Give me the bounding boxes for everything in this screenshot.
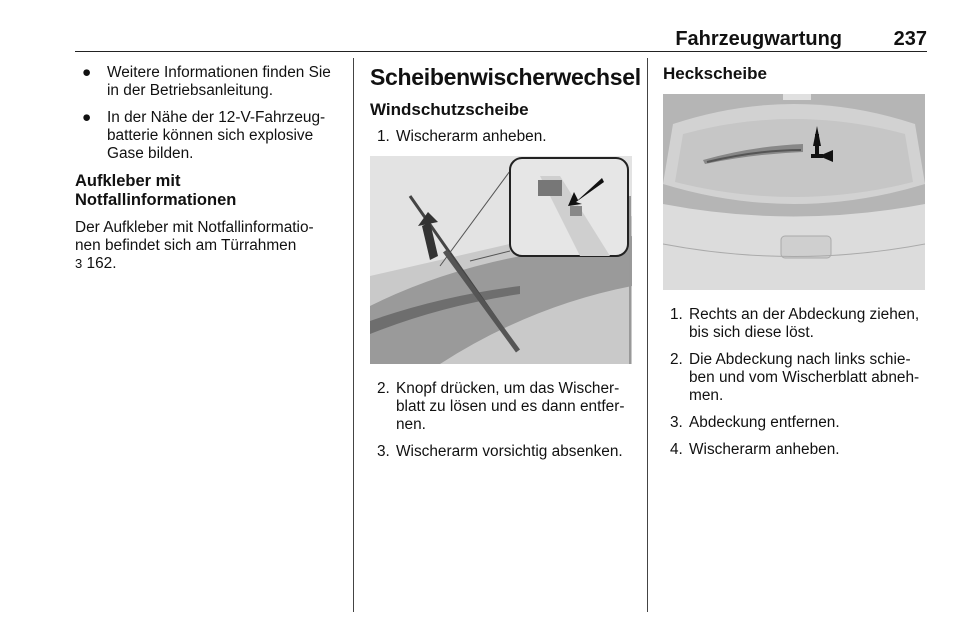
step-item [370,128,640,146]
step-item [663,441,927,459]
bullet-icon: ● [82,109,92,126]
paragraph-line: nen befindet sich am Türrahmen [75,237,297,254]
rear-wiper-figure [663,94,925,290]
page-reference[interactable] [75,255,345,273]
section-subheading: Windschutzscheibe [370,100,529,119]
paragraph-line: Der Aufkleber mit Notfallinformatio- [75,219,314,236]
step-number: 2. [377,380,390,397]
section-heading: Scheibenwischerwechsel [370,64,641,90]
step-text: Wischerarm anheben. [396,128,547,145]
column-divider-1 [353,58,354,612]
step-item [663,414,927,432]
step-number: 3. [670,414,683,431]
section-subheading [75,172,345,210]
windshield-wiper-figure [370,156,632,364]
step-text: Wischerarm vorsichtig absenken. [396,443,623,460]
step-item [663,351,927,405]
page-reference-number: 162. [86,255,117,272]
bullet-text: Weitere Informationen finden Sie in der Betriebsanleitung. [107,64,331,99]
subheading-line: Aufkleber mit [75,172,181,190]
step-text: Rechts an der Abdeckung ziehen, bis sich diese löst. [689,306,920,341]
paragraph [75,219,345,273]
step-text: Knopf drücken, um das Wischer-blatt zu lösen und es dann entfer-nen. [396,380,625,433]
step-item [370,380,640,434]
bullet-text: In der Nähe der 12-V-Fahrzeug-batterie können sich explosive Gase bilden. [107,109,326,162]
subheading-line: Notfallinformationen [75,191,237,209]
step-number: 2. [670,351,683,368]
step-number: 1. [670,306,683,323]
step-item [663,306,927,342]
column-3 [663,64,927,468]
bullet-icon: ● [82,64,92,81]
step-number: 4. [670,441,683,458]
header-title: Fahrzeugwartung [675,28,842,50]
step-item [370,443,640,461]
section-heading: Heckscheibe [663,64,767,83]
step-number: 3. [377,443,390,460]
step-number: 1. [377,128,390,145]
column-divider-2 [647,58,648,612]
step-text: Abdeckung entfernen. [689,414,840,431]
header-rule [75,51,927,52]
page-header [75,28,927,50]
page-number: 237 [893,28,927,50]
bullet-item [75,64,345,100]
step-text: Die Abdeckung nach links schie-ben und vom Wischerblatt abneh-men. [689,351,920,404]
column-1 [75,64,345,273]
page-reference-arrow-icon: 3 [75,256,83,271]
bullet-item [75,109,345,163]
column-2 [370,64,640,470]
step-text: Wischerarm anheben. [689,441,840,458]
